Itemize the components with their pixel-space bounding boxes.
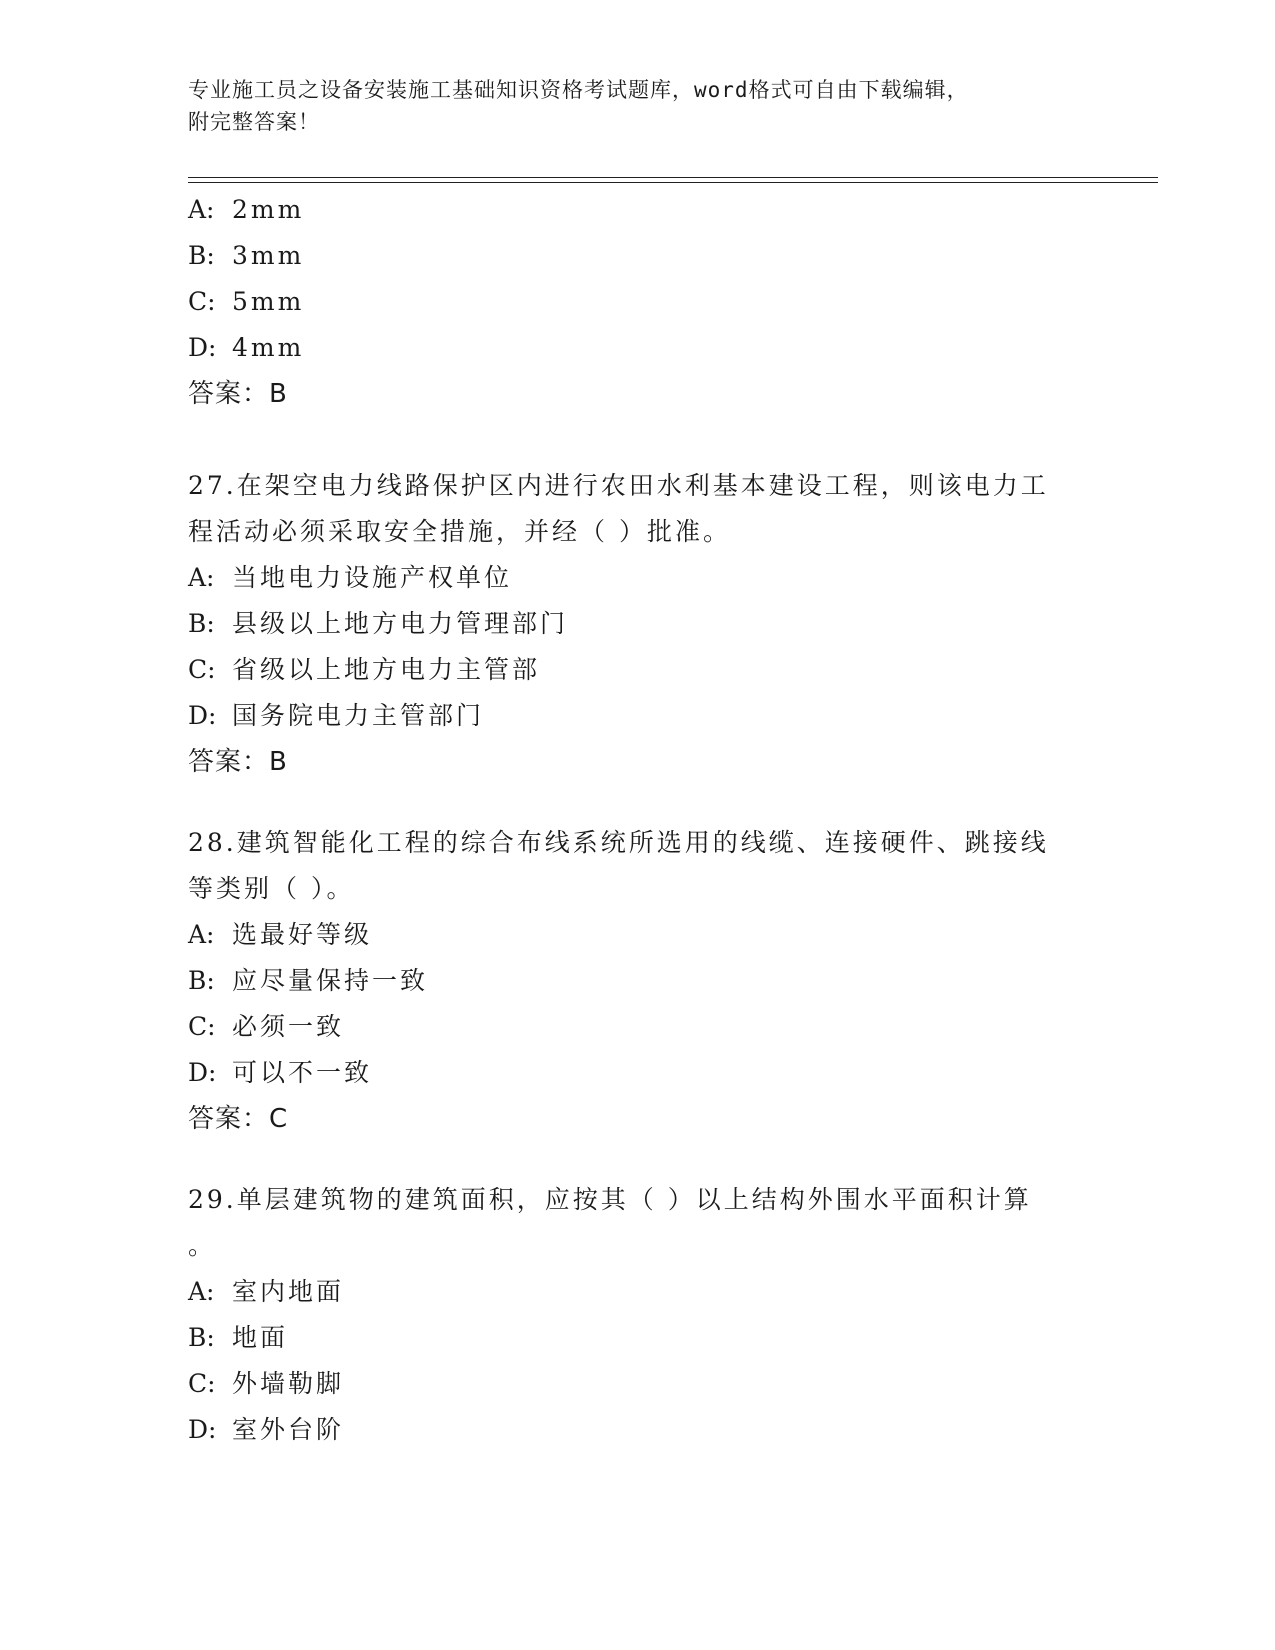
question-29 [188, 1177, 1088, 1453]
question-27 [188, 463, 1088, 785]
question-27-stem: 27.在架空电力线路保护区内进行农田水利基本建设工程，则该电力工 程活动必须采取安全措施，并经（ ）批准。 [188, 471, 1049, 546]
option-c: C: 5mm [188, 287, 305, 316]
header-divider-bottom [188, 182, 1158, 183]
option-d: D: 4mm [188, 333, 305, 362]
option-d: D: 室外台阶 [188, 1415, 345, 1444]
option-b: B: 县级以上地方电力管理部门 [188, 609, 569, 638]
document-header [188, 74, 1068, 138]
option-c: C: 必须一致 [188, 1012, 345, 1041]
option-a: A: 选最好等级 [188, 920, 373, 949]
option-c: C: 省级以上地方电力主管部 [188, 655, 541, 684]
option-d: D: 国务院电力主管部门 [188, 701, 485, 730]
header-divider-top [188, 177, 1158, 178]
answer-28: 答案：C [188, 1104, 289, 1134]
option-b: B: 地面 [188, 1323, 289, 1352]
option-c: C: 外墙勒脚 [188, 1369, 345, 1398]
option-b: B: 3mm [188, 241, 305, 270]
option-b: B: 应尽量保持一致 [188, 966, 429, 995]
option-a: A: 当地电力设施产权单位 [188, 563, 513, 592]
question-26-options [188, 187, 1088, 417]
question-28-stem: 28.建筑智能化工程的综合布线系统所选用的线缆、连接硬件、跳接线 等类别（ ）。 [188, 828, 1049, 903]
question-29-stem: 29.单层建筑物的建筑面积，应按其（ ）以上结构外围水平面积计算 。 [188, 1185, 1032, 1260]
header-line-1: 专业施工员之设备安装施工基础知识资格考试题库，word格式可自由下载编辑， [188, 78, 969, 102]
header-line-2: 附完整答案！ [188, 110, 320, 134]
question-28 [188, 820, 1088, 1142]
answer-27: 答案：B [188, 747, 288, 777]
option-a: A: 室内地面 [188, 1277, 345, 1306]
answer-26: 答案：B [188, 379, 288, 409]
option-d: D: 可以不一致 [188, 1058, 373, 1087]
option-a: A: 2mm [188, 195, 305, 224]
